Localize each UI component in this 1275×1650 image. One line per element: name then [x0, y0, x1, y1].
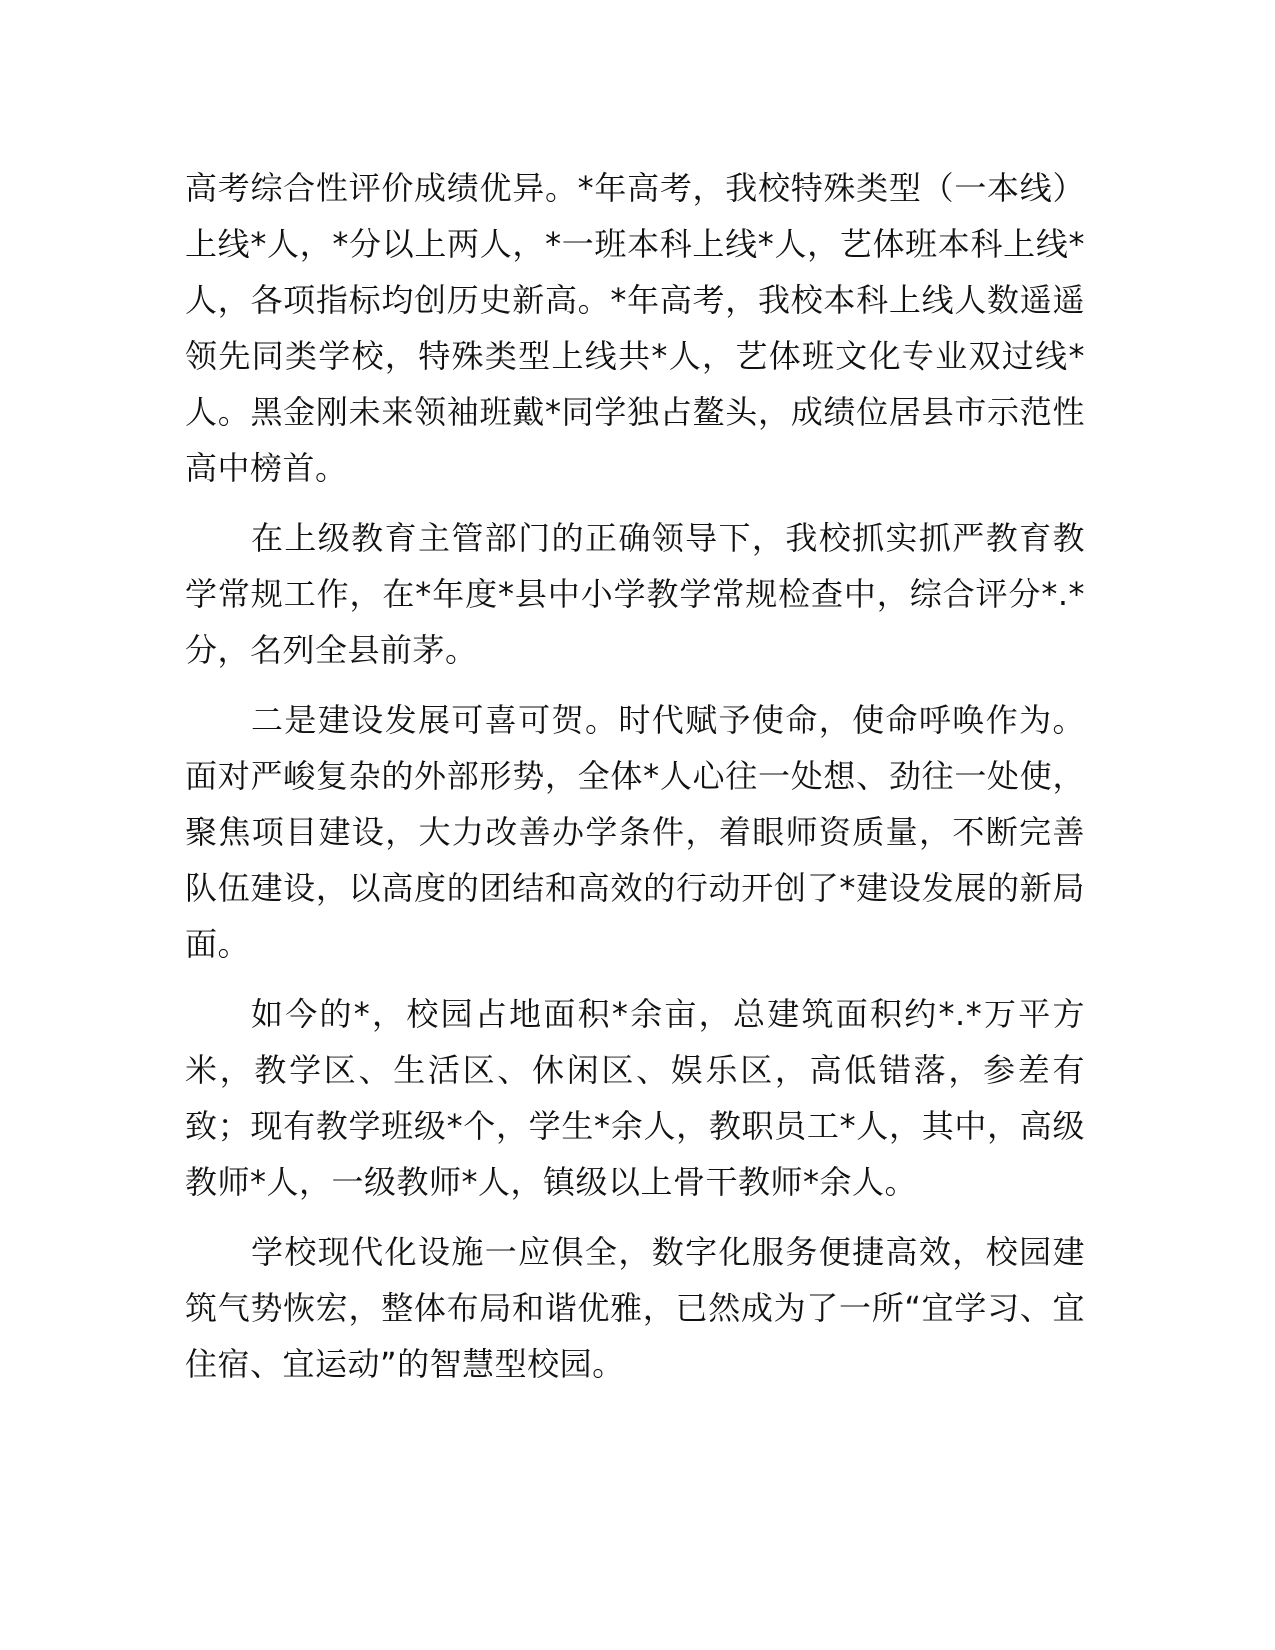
paragraph-2: 在上级教育主管部门的正确领导下，我校抓实抓严教育教学常规工作，在*年度*县中小学教学常规检查中，综合评分*.*分，名列全县前茅。 [185, 519, 1085, 669]
paragraph-3: 二是建设发展可喜可贺。时代赋予使命，使命呼唤作为。面对严峻复杂的外部形势，全体*人心往一处想、劲往一处使，聚焦项目建设，大力改善办学条件，着眼师资质量，不断完善队伍建设，以高度的团结和高效的行动开创了*建设发展的新局面。 [185, 701, 1085, 963]
paragraph-4: 如今的*，校园占地面积*余亩，总建筑面积约*.*万平方米，教学区、生活区、休闲区、娱乐区，高低错落，参差有致；现有教学班级*个，学生*余人，教职员工*人，其中，高级教师*人，一级教师*人，镇级以上骨干教师*余人。 [185, 995, 1085, 1201]
paragraph-5: 学校现代化设施一应俱全，数字化服务便捷高效，校园建筑气势恢宏，整体布局和谐优雅，已然成为了一所“宜学习、宜住宿、宜运动”的智慧型校园。 [185, 1233, 1085, 1383]
document-body [185, 160, 1085, 1406]
paragraph-1: 高考综合性评价成绩优异。*年高考，我校特殊类型（一本线）上线*人，*分以上两人，*一班本科上线*人，艺体班本科上线*人，各项指标均创历史新高。*年高考，我校本科上线人数遥遥领先同类学校，特殊类型上线共*人，艺体班文化专业双过线*人。黑金刚未来领袖班戴*同学独占鳌头，成绩位居县市示范性高中榜首。 [185, 169, 1085, 487]
